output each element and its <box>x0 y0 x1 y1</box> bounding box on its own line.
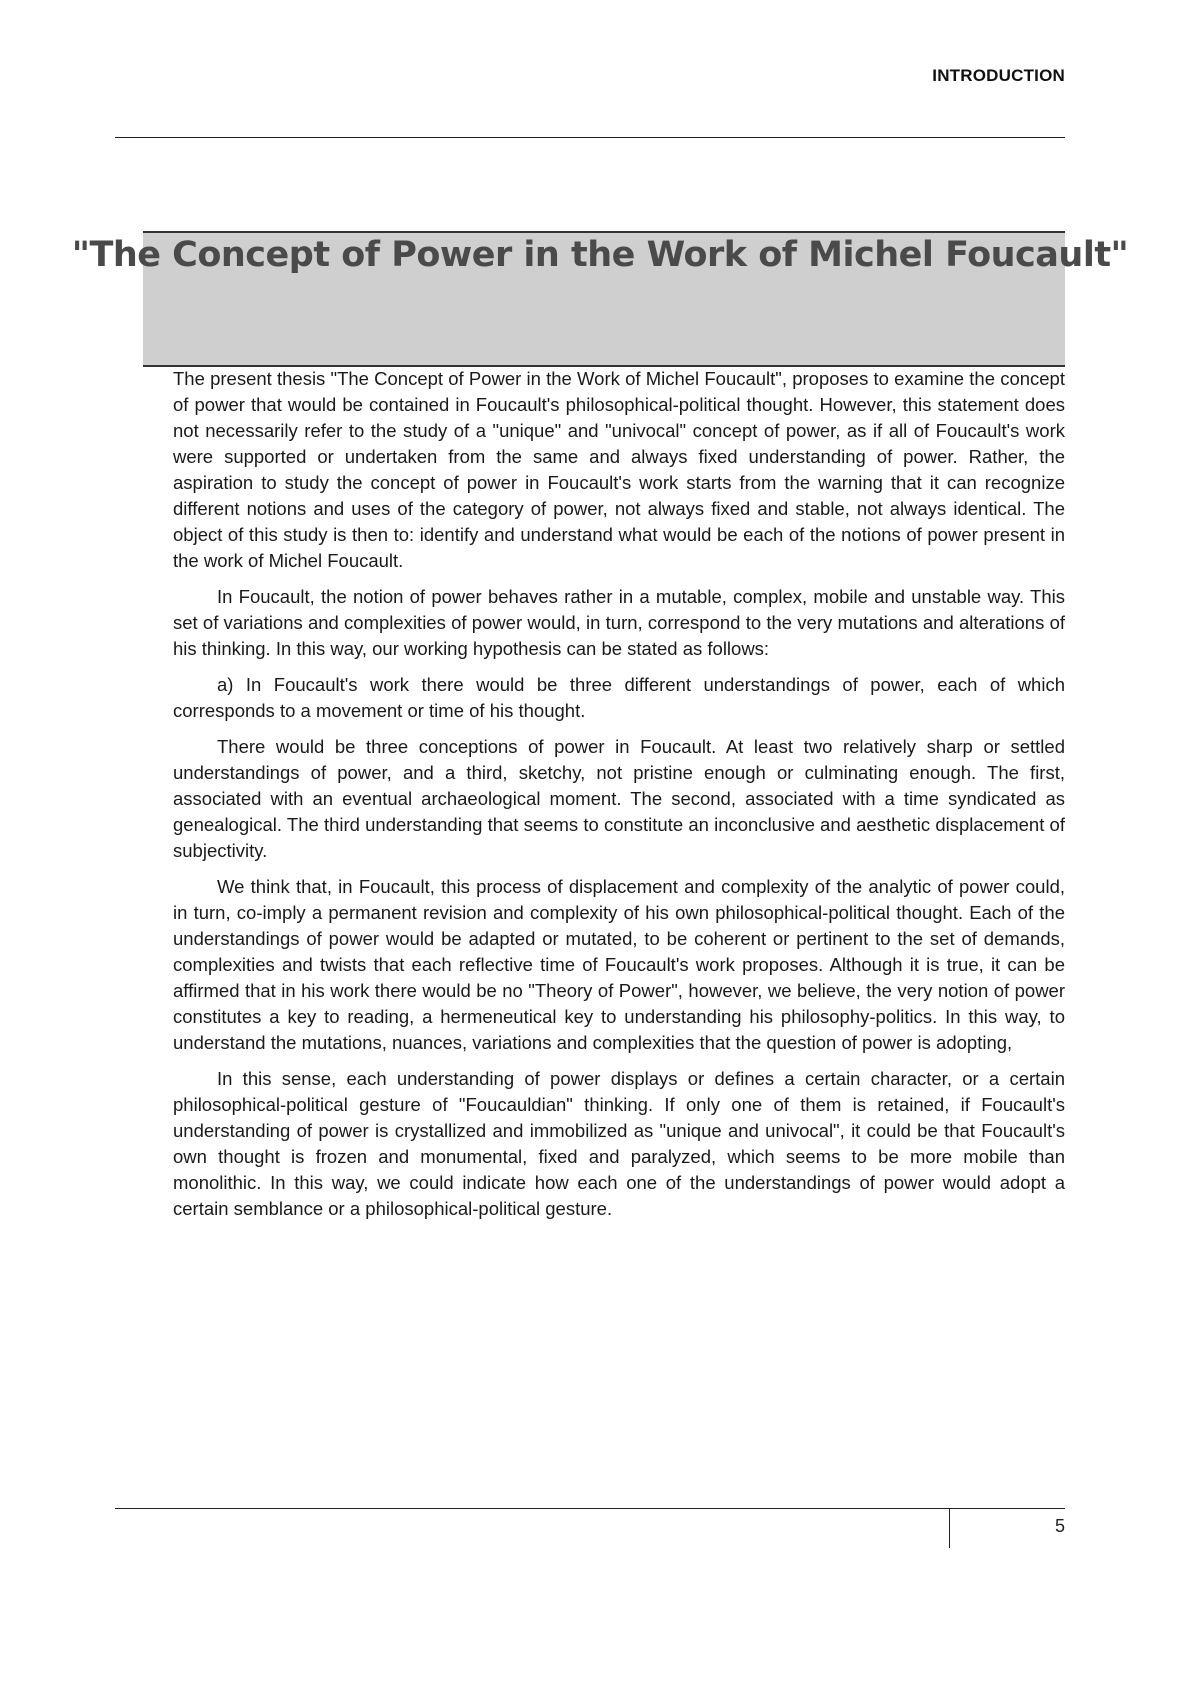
paragraph: a) In Foucault's work there would be three different understandings of power, each of which corresponds to a movement or time of his thought. <box>173 674 1065 721</box>
page-number: 5 <box>1054 1516 1065 1536</box>
document-title: "The Concept of Power in the Work of Michel Foucault" <box>71 235 1129 275</box>
paragraph: We think that, in Foucault, this process of displacement and complexity of the analytic of power could, in turn, co-imply a permanent revision and complexity of his own philosophical-political thought. Each of the understandings of power would be adapted or mutated, to be coherent or pertinent to the set of demands, complexities and twists that each reflective time of Foucault's work proposes. Although it is true, it can be affirmed that in his work there would be no "Theory of Power", however, we believe, the very notion of power constitutes a key to reading, a hermeneutical key to understanding his philosophy-politics. In this way, to understand the mutations, nuances, variations and complexities that the question of power is adopting, <box>173 876 1065 1053</box>
paragraph: The present thesis "The Concept of Power in the Work of Michel Foucault", proposes to examine the concept of power that would be contained in Foucault's philosophical-political thought. However, this statement does not necessarily refer to the study of a "unique" and "univocal" concept of power, as if all of Foucault's work were supported or undertaken from the same and always fixed understanding of power. Rather, the aspiration to study the concept of power in Foucault's work starts from the warning that it can recognize different notions and uses of the category of power, not always fixed and stable, not always identical. The object of this study is then to: identify and understand what would be each of the notions of power present in the work of Michel Foucault. <box>173 368 1065 571</box>
paragraph: In this sense, each understanding of power displays or defines a certain character, or a certain philosophical-political gesture of "Foucauldian" thinking. If only one of them is retained, if Foucault's understanding of power is crystallized and immobilized as "unique and univocal", it could be that Foucault's own thought is frozen and monumental, fixed and paralyzed, which seems to be more mobile than monolithic. In this way, we could indicate how each one of the understandings of power would adopt a certain semblance or a philosophical-political gesture. <box>173 1068 1065 1219</box>
paragraph: There would be three conceptions of power in Foucault. At least two relatively sharp or settled understandings of power, and a third, sketchy, not pristine enough or culminating enough. The first, associated with an eventual archaeological moment. The second, associated with a time syndicated as genealogical. The third understanding that seems to constitute an inconclusive and aesthetic displacement of subjectivity. <box>173 736 1065 861</box>
body-text <box>173 366 1065 1232</box>
header-rule <box>115 137 1065 138</box>
footer-rule <box>115 1508 1065 1509</box>
running-header-section: INTRODUCTION <box>932 66 1065 85</box>
paragraph: In Foucault, the notion of power behaves rather in a mutable, complex, mobile and unstable way. This set of variations and complexities of power would, in turn, correspond to the very mutations and alterations of his thinking. In this way, our working hypothesis can be stated as follows: <box>173 586 1065 659</box>
footer-divider <box>949 1508 950 1548</box>
